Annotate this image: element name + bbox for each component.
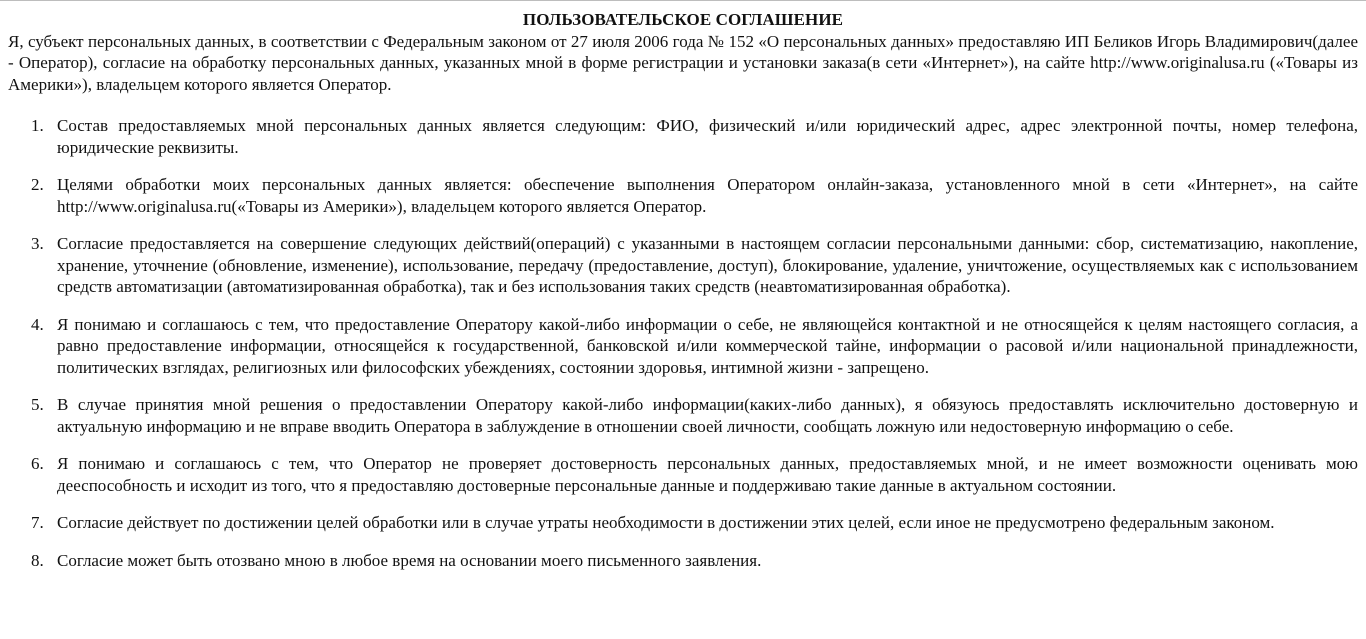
clause-number: 8. <box>31 550 44 570</box>
list-item <box>8 233 1358 298</box>
list-item <box>8 115 1358 158</box>
intro-paragraph: Я, субъект персональных данных, в соответствии с Федеральным законом от 27 июля 2006 года № 152 «О персональных данных» предоставляю ИП Беликов Игорь Владимирович(далее - Оператор), согласие на обработку персональных данных, указанных мной в форме регистрации и установки заказа(в сети «Интернет»), на сайте http://www.originalusa.ru («Товары из Америки»), владельцем которого является Оператор. <box>8 31 1358 94</box>
list-item <box>8 512 1358 534</box>
clause-text: Целями обработки моих персональных данных является: обеспечение выполнения Оператором онлайн-заказа, установленного мной в сети «Интернет», на сайте http://www.originalusa.ru(«Товары из Америки»), владельцем которого является Оператор. <box>57 175 1358 216</box>
clause-text: Согласие предоставляется на совершение следующих действий(операций) с указанными в настоящем согласии персональными данными: сбор, систематизацию, накопление, хранение, уточнение (обновление, изменение), использование, передачу (предоставление, доступ), блокирование, удаление, уничтожение, осуществляемых как с использованием средств автоматизации (автоматизированная обработка), так и без использования таких средств (неавтоматизированная обработка). <box>57 234 1358 296</box>
clause-number: 3. <box>31 234 44 253</box>
document-title: ПОЛЬЗОВАТЕЛЬСКОЕ СОГЛАШЕНИЕ <box>522 10 844 29</box>
clause-number: 2. <box>31 175 44 194</box>
list-item <box>8 174 1358 217</box>
clause-list <box>8 115 1358 571</box>
clause-number: 4. <box>31 314 44 334</box>
clause-text: Я понимаю и соглашаюсь с тем, что предоставление Оператору какой-либо информации о себе, не являющейся контактной и не относящейся к целям настоящего согласия, а равно предоставление информации, относящейся к государственной, банковской и/или коммерческой тайне, информации о расовой и/или национальной принадлежности, политических взглядах, религиозных или философских убеждениях, состоянии здоровья, интимной жизни - запрещено. <box>57 314 1358 377</box>
clause-text: Согласие может быть отозвано мною в любое время на основании моего письменного заявления. <box>57 550 762 570</box>
clause-text: Я понимаю и соглашаюсь с тем, что Оператор не проверяет достоверность персональных данных, предоставляемых мной, и не имеет возможности оценивать мою дееспособность и исходит из того, что я предоставляю достоверные персональные данные и поддерживаю такие данные в актуальном состоянии. <box>57 454 1358 495</box>
clause-number: 7. <box>31 513 44 532</box>
clause-number: 5. <box>31 395 44 414</box>
clause-text: Состав предоставляемых мной персональных данных является следующим: ФИО, физический и/или юридический адрес, адрес электронной почты, номер телефона, юридические реквизиты. <box>57 116 1358 157</box>
clause-text: В случае принятия мной решения о предоставлении Оператору какой-либо информации(каких-либо данных), я обязуюсь предоставлять исключительно достоверную и актуальную информацию и не вправе вводить Оператора в заблуждение в отношении своей личности, сообщать ложную или недостоверную информацию о себе. <box>57 395 1358 436</box>
top-divider <box>0 0 1366 1</box>
list-item <box>8 550 1358 572</box>
list-item <box>8 394 1358 437</box>
clause-text: Согласие действует по достижении целей обработки или в случае утраты необходимости в достижении этих целей, если иное не предусмотрено федеральным законом. <box>57 513 1275 532</box>
list-item <box>8 314 1358 379</box>
clause-number: 1. <box>31 116 44 135</box>
list-item <box>8 453 1358 496</box>
clause-number: 6. <box>31 454 44 473</box>
agreement-document <box>8 8 1358 587</box>
